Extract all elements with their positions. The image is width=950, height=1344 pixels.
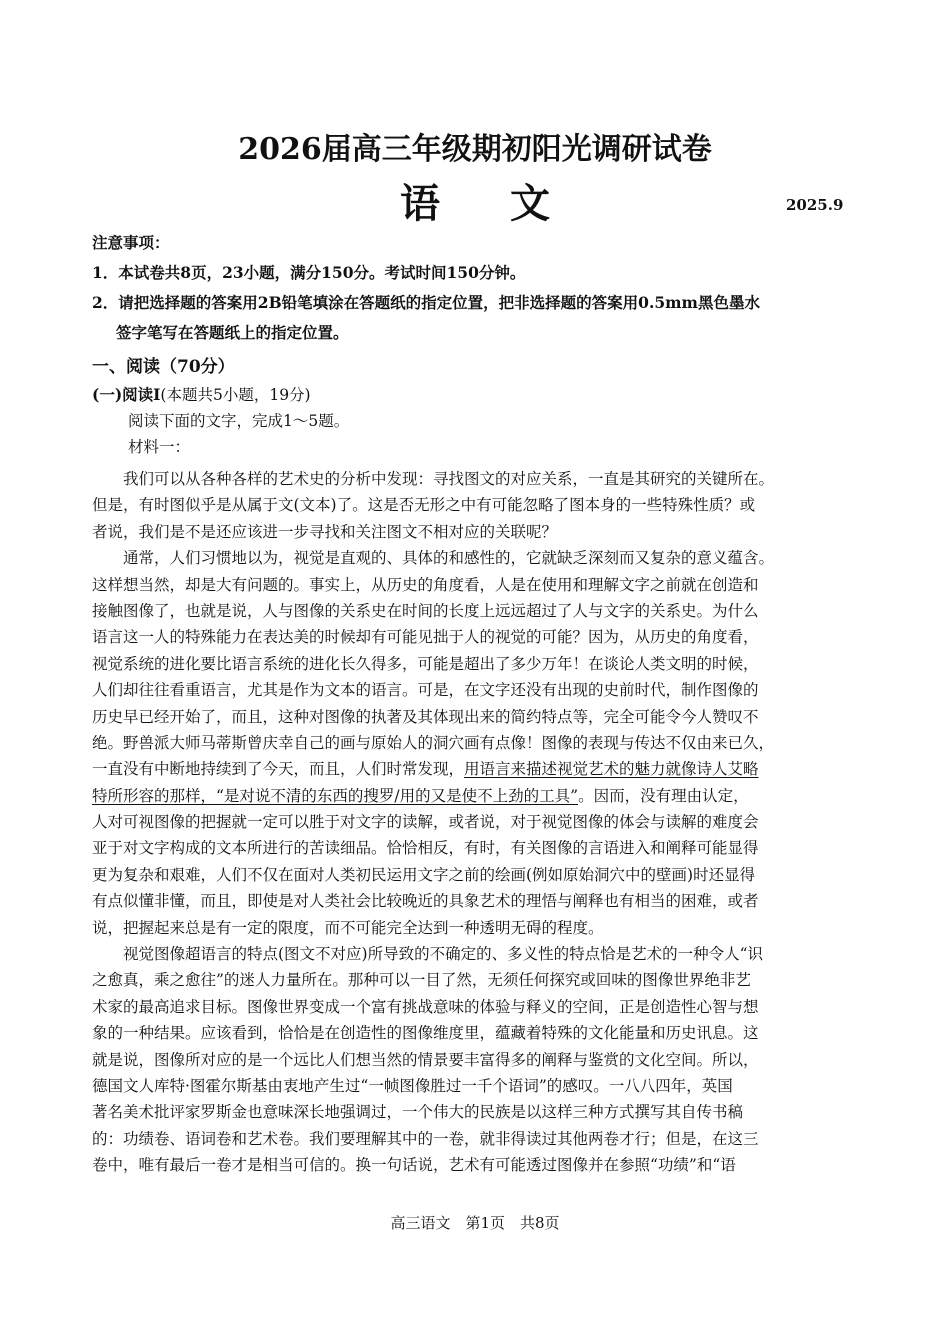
passage-line: 接触图像了，也就是说，人与图像的关系史在时间的长度上远远超过了人与文字的关系史。为什么 bbox=[92, 601, 759, 620]
passage-line: 我们可以从各种各样的艺术史的分析中发现：寻找图文的对应关系，一直是其研究的关键所在。 bbox=[92, 470, 775, 488]
page-footer: 高三语文 第1页 共8页 bbox=[390, 1214, 560, 1232]
subsection-heading bbox=[92, 382, 311, 408]
underlined-quote: 用语言来描述视觉艺术的魅力就像诗人艾略 bbox=[464, 760, 759, 779]
passage-line: 但是，有时图似乎是从属于文(文本)了。这是否无形之中有可能忽略了图本身的一些特殊性质？或 bbox=[92, 496, 756, 515]
passage-line: 就是说，图像所对应的是一个远比人们想当然的情景要丰富得多的阐释与鉴赏的文化空间。所以， bbox=[92, 1050, 759, 1069]
notice-item-1: 1．本试卷共8页，23小题，满分150分。考试时间150分钟。 bbox=[92, 263, 526, 282]
reading-instruction: 阅读下面的文字，完成1～5题。 bbox=[128, 412, 350, 430]
subsection-label: (一)阅读I bbox=[92, 385, 161, 404]
passage-line: 人对可视图像的把握就一定可以胜于对文字的读解，或者说，对于视觉图像的体会与读解的难度会 bbox=[92, 813, 759, 832]
passage-line bbox=[92, 756, 864, 782]
passage-line: 有点似懂非懂，而且，即使是对人类社会比较晚近的具象艺术的理悟与阐释也有相当的困难，或者 bbox=[92, 892, 759, 911]
passage-line: 这样想当然，却是大有问题的。事实上，从历史的角度看，人是在使用和理解文字之前就在创造和 bbox=[92, 575, 759, 594]
passage-line: 视觉图像超语言的特点(图文不对应)所导致的不确定的、多义性的特点恰是艺术的一种令人“识 bbox=[92, 945, 764, 964]
subsection-detail: (本题共5小题，19分) bbox=[160, 386, 311, 404]
passage-line: 著名美术批评家罗斯金也意味深长地强调过，一个伟大的民族是以这样三种方式撰写其自传书稿 bbox=[92, 1103, 744, 1122]
notice-heading: 注意事项： bbox=[92, 233, 170, 252]
notice-block bbox=[92, 228, 872, 348]
passage-segment: 。因而，没有理由认定， bbox=[578, 786, 749, 805]
underlined-quote: 特所形容的那样，“是对说不清的东西的搜罗/用的又是使不上劲的工具” bbox=[92, 786, 579, 805]
passage-line: 通常，人们习惯地以为，视觉是直观的、具体的和感性的，它就缺乏深刻而又复杂的意义蕴含。 bbox=[92, 549, 775, 568]
passage-line: 语言这一人的特殊能力在表达美的时候却有可能见拙于人的视觉的可能？因为，从历史的角度看， bbox=[92, 628, 759, 647]
passage-line: 说，把握起来总是有一定的限度，而不可能完全达到一种透明无碍的程度。 bbox=[92, 918, 604, 937]
notice-item-2 bbox=[92, 288, 872, 348]
passage-line: 亚于对文字构成的文本所进行的苦读细品。恰恰相反，有时，有关图像的言语进入和阐释可能显得 bbox=[92, 839, 759, 858]
passage-line: 卷中，唯有最后一卷才是相当可信的。换一句话说，艺术有可能透过图像并在参照“功绩”和“语 bbox=[92, 1156, 736, 1175]
subject-title: 语文 bbox=[400, 180, 620, 227]
material-label: 材料一： bbox=[128, 438, 191, 456]
passage-segment: 一直没有中断地持续到了今天，而且，人们时常发现， bbox=[92, 760, 465, 779]
passage-text bbox=[92, 466, 864, 1179]
notice-item-2-line-1: 2．请把选择题的答案用2B铅笔填涂在答题纸的指定位置，把非选择题的答案用0.5mm黑色墨水 bbox=[92, 293, 760, 312]
passage-line: 术家的最高追求目标。图像世界变成一个富有挑战意味的体验与释义的空间，正是创造性心智与想 bbox=[92, 997, 759, 1016]
passage-line: 者说，我们是不是还应该进一步寻找和关注图文不相对应的关联呢？ bbox=[92, 522, 558, 541]
passage-line bbox=[92, 783, 864, 809]
notice-item-2-line-2: 签字笔写在答题纸上的指定位置。 bbox=[116, 323, 349, 342]
exam-title: 2026届高三年级期初阳光调研试卷 bbox=[238, 132, 712, 167]
passage-line: 视觉系统的进化要比语言系统的进化长久得多，可能是超出了多少万年！在谈论人类文明的时候， bbox=[92, 654, 759, 673]
passage-line: 人们却往往看重语言，尤其是作为文本的语言。可是，在文字还没有出现的史前时代，制作图像的 bbox=[92, 681, 759, 700]
passage-line: 象的一种结果。应该看到，恰恰是在创造性的图像维度里，蕴藏着特殊的文化能量和历史讯息。这 bbox=[92, 1024, 759, 1043]
passage-line: 更为复杂和艰难，人们不仅在面对人类初民运用文字之前的绘画(例如原始洞穴中的壁画)时还显得 bbox=[92, 865, 756, 884]
passage-line: 的：功绩卷、语词卷和艺术卷。我们要理解其中的一卷，就非得读过其他两卷才行；但是，在这三 bbox=[92, 1129, 759, 1148]
section-heading: 一、阅读（70分） bbox=[92, 357, 235, 377]
passage-line: 德国文人库特·图霍尔斯基由衷地产生过“一帧图像胜过一千个语词”的感叹。一八八四年，英国 bbox=[92, 1076, 733, 1095]
passage-line: 之愈真，乘之愈往”的迷人力量所在。那种可以一目了然，无须任何探究或回味的图像世界绝非艺 bbox=[92, 971, 751, 990]
exam-date: 2025.9 bbox=[786, 196, 844, 214]
passage-line: 历史早已经开始了，而且，这种对图像的执著及其体现出来的简约特点等，完全可能令今人赞叹不 bbox=[92, 707, 759, 726]
passage-line: 绝。野兽派大师马蒂斯曾庆幸自己的画与原始人的洞穴画有点像！图像的表现与传达不仅由来已久， bbox=[92, 733, 775, 752]
